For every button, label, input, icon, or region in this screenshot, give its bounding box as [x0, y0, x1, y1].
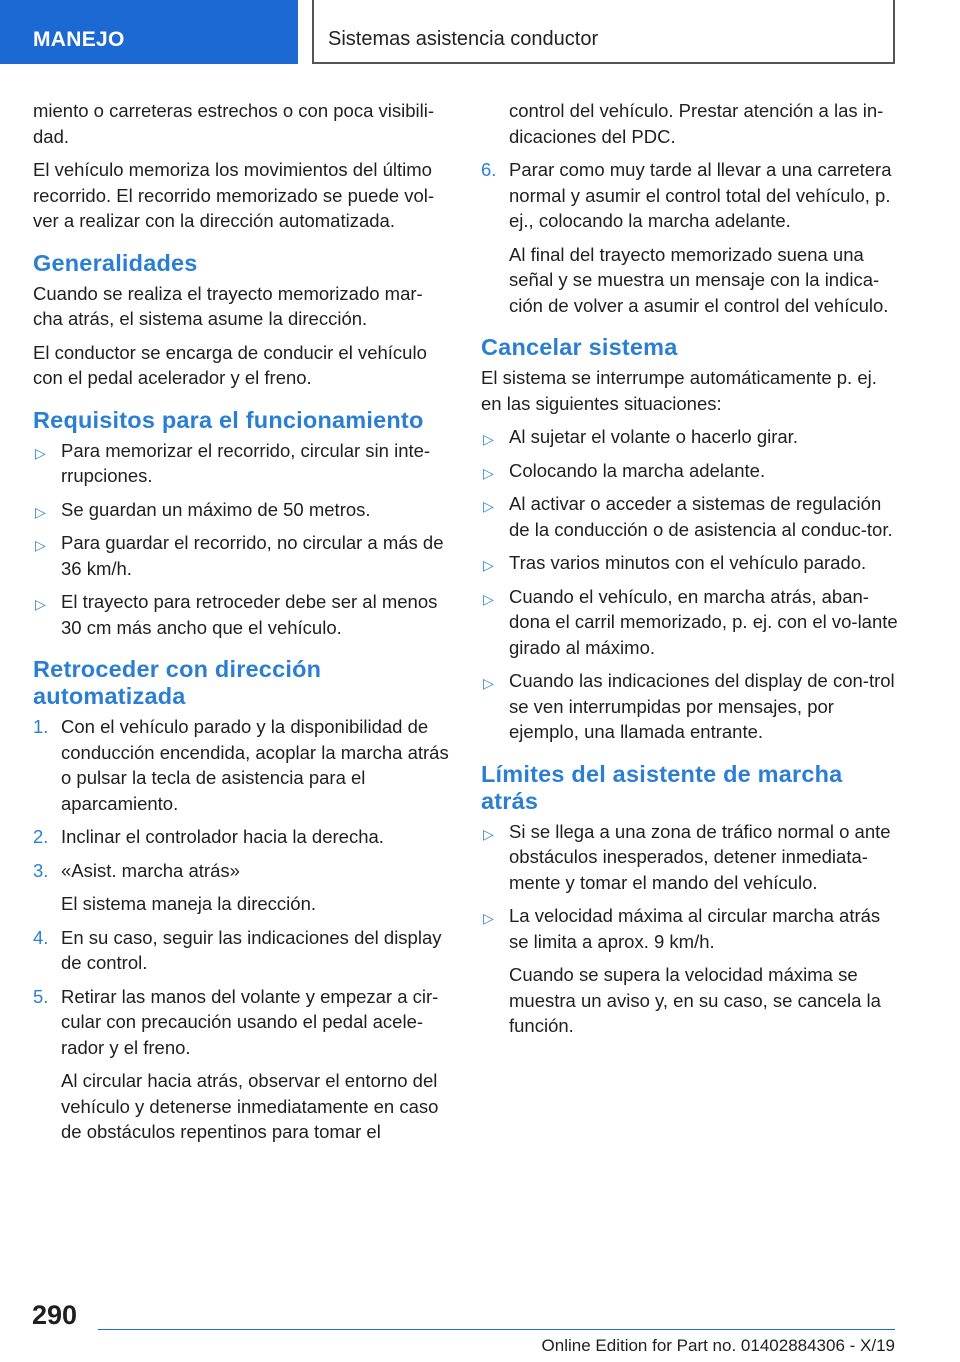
step-item: 2. Inclinar el controlador hacia la derecha. — [33, 824, 451, 850]
step-continuation: control del vehículo. Prestar atención a las in-dicaciones del PDC. — [509, 100, 884, 147]
step-number: 6. — [481, 159, 497, 180]
section-tab — [312, 0, 895, 64]
step-note: El sistema maneja la dirección. — [61, 893, 316, 914]
triangle-bullet-icon: ▷ — [483, 498, 494, 514]
list-item: ▷ Cuando las indicaciones del display de con-trol se ven interrumpidas por mensajes, por ejemplo, una llamada entrante. — [483, 670, 895, 742]
step-item: 4. En su caso, seguir las indicaciones del display de control. — [33, 926, 442, 973]
paragraph: miento o carreteras estrechos o con poca visibili-dad. — [33, 100, 435, 147]
step-number: 5. — [33, 985, 49, 1007]
step-item: 6. Parar como muy tarde al llevar a una carretera normal y asumir el control total del vehículo, p. ej., colocando la marcha adelante. Al final del trayecto memorizado suena una señal y se muestra un mensaje con la indica-ción de volver a asumir el control del vehículo. — [481, 157, 899, 318]
step-note: Al circular hacia atrás, observar el entorno del vehículo y detenerse inmediatamente en caso de obstáculos repentinos para tomar el — [61, 1070, 439, 1142]
paragraph: El sistema se interrumpe automáticamente p. ej. en las siguientes situaciones: — [481, 367, 877, 414]
step-item: 5. Retirar las manos del volante y empezar a cir-cular con precaución usando el pedal acele-rador y el freno. Al circular hacia atrás, observar el entorno del vehículo y detenerse inmediatamente en caso de obstáculos repentinos para tomar el — [33, 984, 451, 1145]
triangle-bullet-icon: ▷ — [35, 596, 46, 612]
triangle-bullet-icon: ▷ — [35, 444, 46, 461]
heading-generalidades: Generalidades — [33, 249, 198, 276]
step-number: 2. — [33, 826, 49, 847]
triangle-bullet-icon: ▷ — [483, 910, 494, 926]
step-item: 3. «Asist. marcha atrás» El sistema maneja la dirección. — [33, 858, 451, 917]
list-item: ▷ El trayecto para retroceder debe ser al menos 30 cm más ancho que el vehículo. — [35, 591, 438, 638]
list-item: ▷ La velocidad máxima al circular marcha atrás se limita a aprox. 9 km/h. Cuando se supera la velocidad máxima se muestra un aviso y, en su caso, se cancela la función. — [481, 903, 899, 1039]
paragraph: El vehículo memoriza los movimientos del último recorrido. El recorrido memorizado se puede vol-ver a realizar con la dirección automatizada. — [33, 159, 435, 231]
triangle-bullet-icon: ▷ — [483, 557, 494, 573]
triangle-bullet-icon: ▷ — [483, 675, 494, 691]
page-header — [0, 0, 960, 64]
footer-divider — [98, 1329, 895, 1330]
right-column — [481, 98, 899, 1047]
list-item: ▷ Al activar o acceder a sistemas de regulación de la conducción o de asistencia al conduc-tor. — [483, 493, 893, 540]
list-item: ▷ Para guardar el recorrido, no circular a más de 36 km/h. — [35, 532, 444, 579]
steps-list-continued — [481, 157, 899, 318]
step-number: 4. — [33, 926, 49, 948]
cancel-list — [481, 424, 899, 745]
step-number: 1. — [33, 716, 49, 737]
chapter-title: MANEJO — [33, 28, 125, 51]
step-item: 1. Con el vehículo parado y la disponibilidad de conducción encendida, acoplar la marcha atrás o pulsar la tecla de asistencia para el aparcamiento. — [33, 716, 449, 814]
section-title: Sistemas asistencia conductor — [328, 28, 599, 50]
list-item: ▷ Tras varios minutos con el vehículo parado. — [481, 550, 899, 576]
heading-requisitos: Requisitos para el funcionamiento — [33, 406, 424, 433]
list-item: ▷ Colocando la marcha adelante. — [481, 458, 899, 484]
step-number: 3. — [33, 859, 49, 881]
heading-limites: Límites del asistente de marcha atrás — [481, 760, 843, 814]
paragraph: Cuando se realiza el trayecto memorizado mar-cha atrás, el sistema asume la dirección. — [33, 282, 423, 329]
triangle-bullet-icon: ▷ — [483, 590, 494, 607]
triangle-bullet-icon: ▷ — [483, 431, 494, 447]
triangle-bullet-icon: ▷ — [483, 464, 494, 481]
list-item: ▷ Se guardan un máximo de 50 metros. — [33, 497, 451, 523]
requirements-list — [33, 438, 451, 641]
footer-edition: Online Edition for Part no. 01402884306 - X/19 — [541, 1336, 895, 1355]
left-column — [33, 98, 451, 1153]
paragraph: El conductor se encarga de conducir el vehículo con el pedal acelerador y el freno. — [33, 341, 427, 388]
chapter-tab — [0, 0, 298, 64]
list-item: ▷ Si se llega a una zona de tráfico normal o ante obstáculos inesperados, detener inmediata-mente y tomar el mando del vehículo. — [483, 820, 891, 893]
list-note: Cuando se supera la velocidad máxima se muestra un aviso y, en su caso, se cancela la función. — [509, 964, 881, 1036]
page-number: 290 — [32, 1300, 78, 1330]
list-item: ▷ Cuando el vehículo, en marcha atrás, aban-dona el carril memorizado, p. ej. con el vo-lante girado al máximo. — [483, 585, 898, 658]
triangle-bullet-icon: ▷ — [35, 503, 46, 520]
heading-retroceder: Retroceder con dirección automatizada — [33, 656, 322, 709]
limits-list — [481, 819, 899, 1039]
triangle-bullet-icon: ▷ — [483, 825, 494, 842]
heading-cancelar: Cancelar sistema — [481, 334, 678, 360]
steps-list — [33, 714, 451, 1145]
triangle-bullet-icon: ▷ — [35, 537, 46, 553]
step-note: Al final del trayecto memorizado suena una señal y se muestra un mensaje con la indica-ción de volver a asumir el control del vehículo. — [509, 243, 889, 316]
list-item: ▷ Al sujetar el volante o hacerlo girar. — [481, 424, 899, 450]
list-item: ▷ Para memorizar el recorrido, circular sin inte-rrupciones. — [35, 439, 431, 486]
